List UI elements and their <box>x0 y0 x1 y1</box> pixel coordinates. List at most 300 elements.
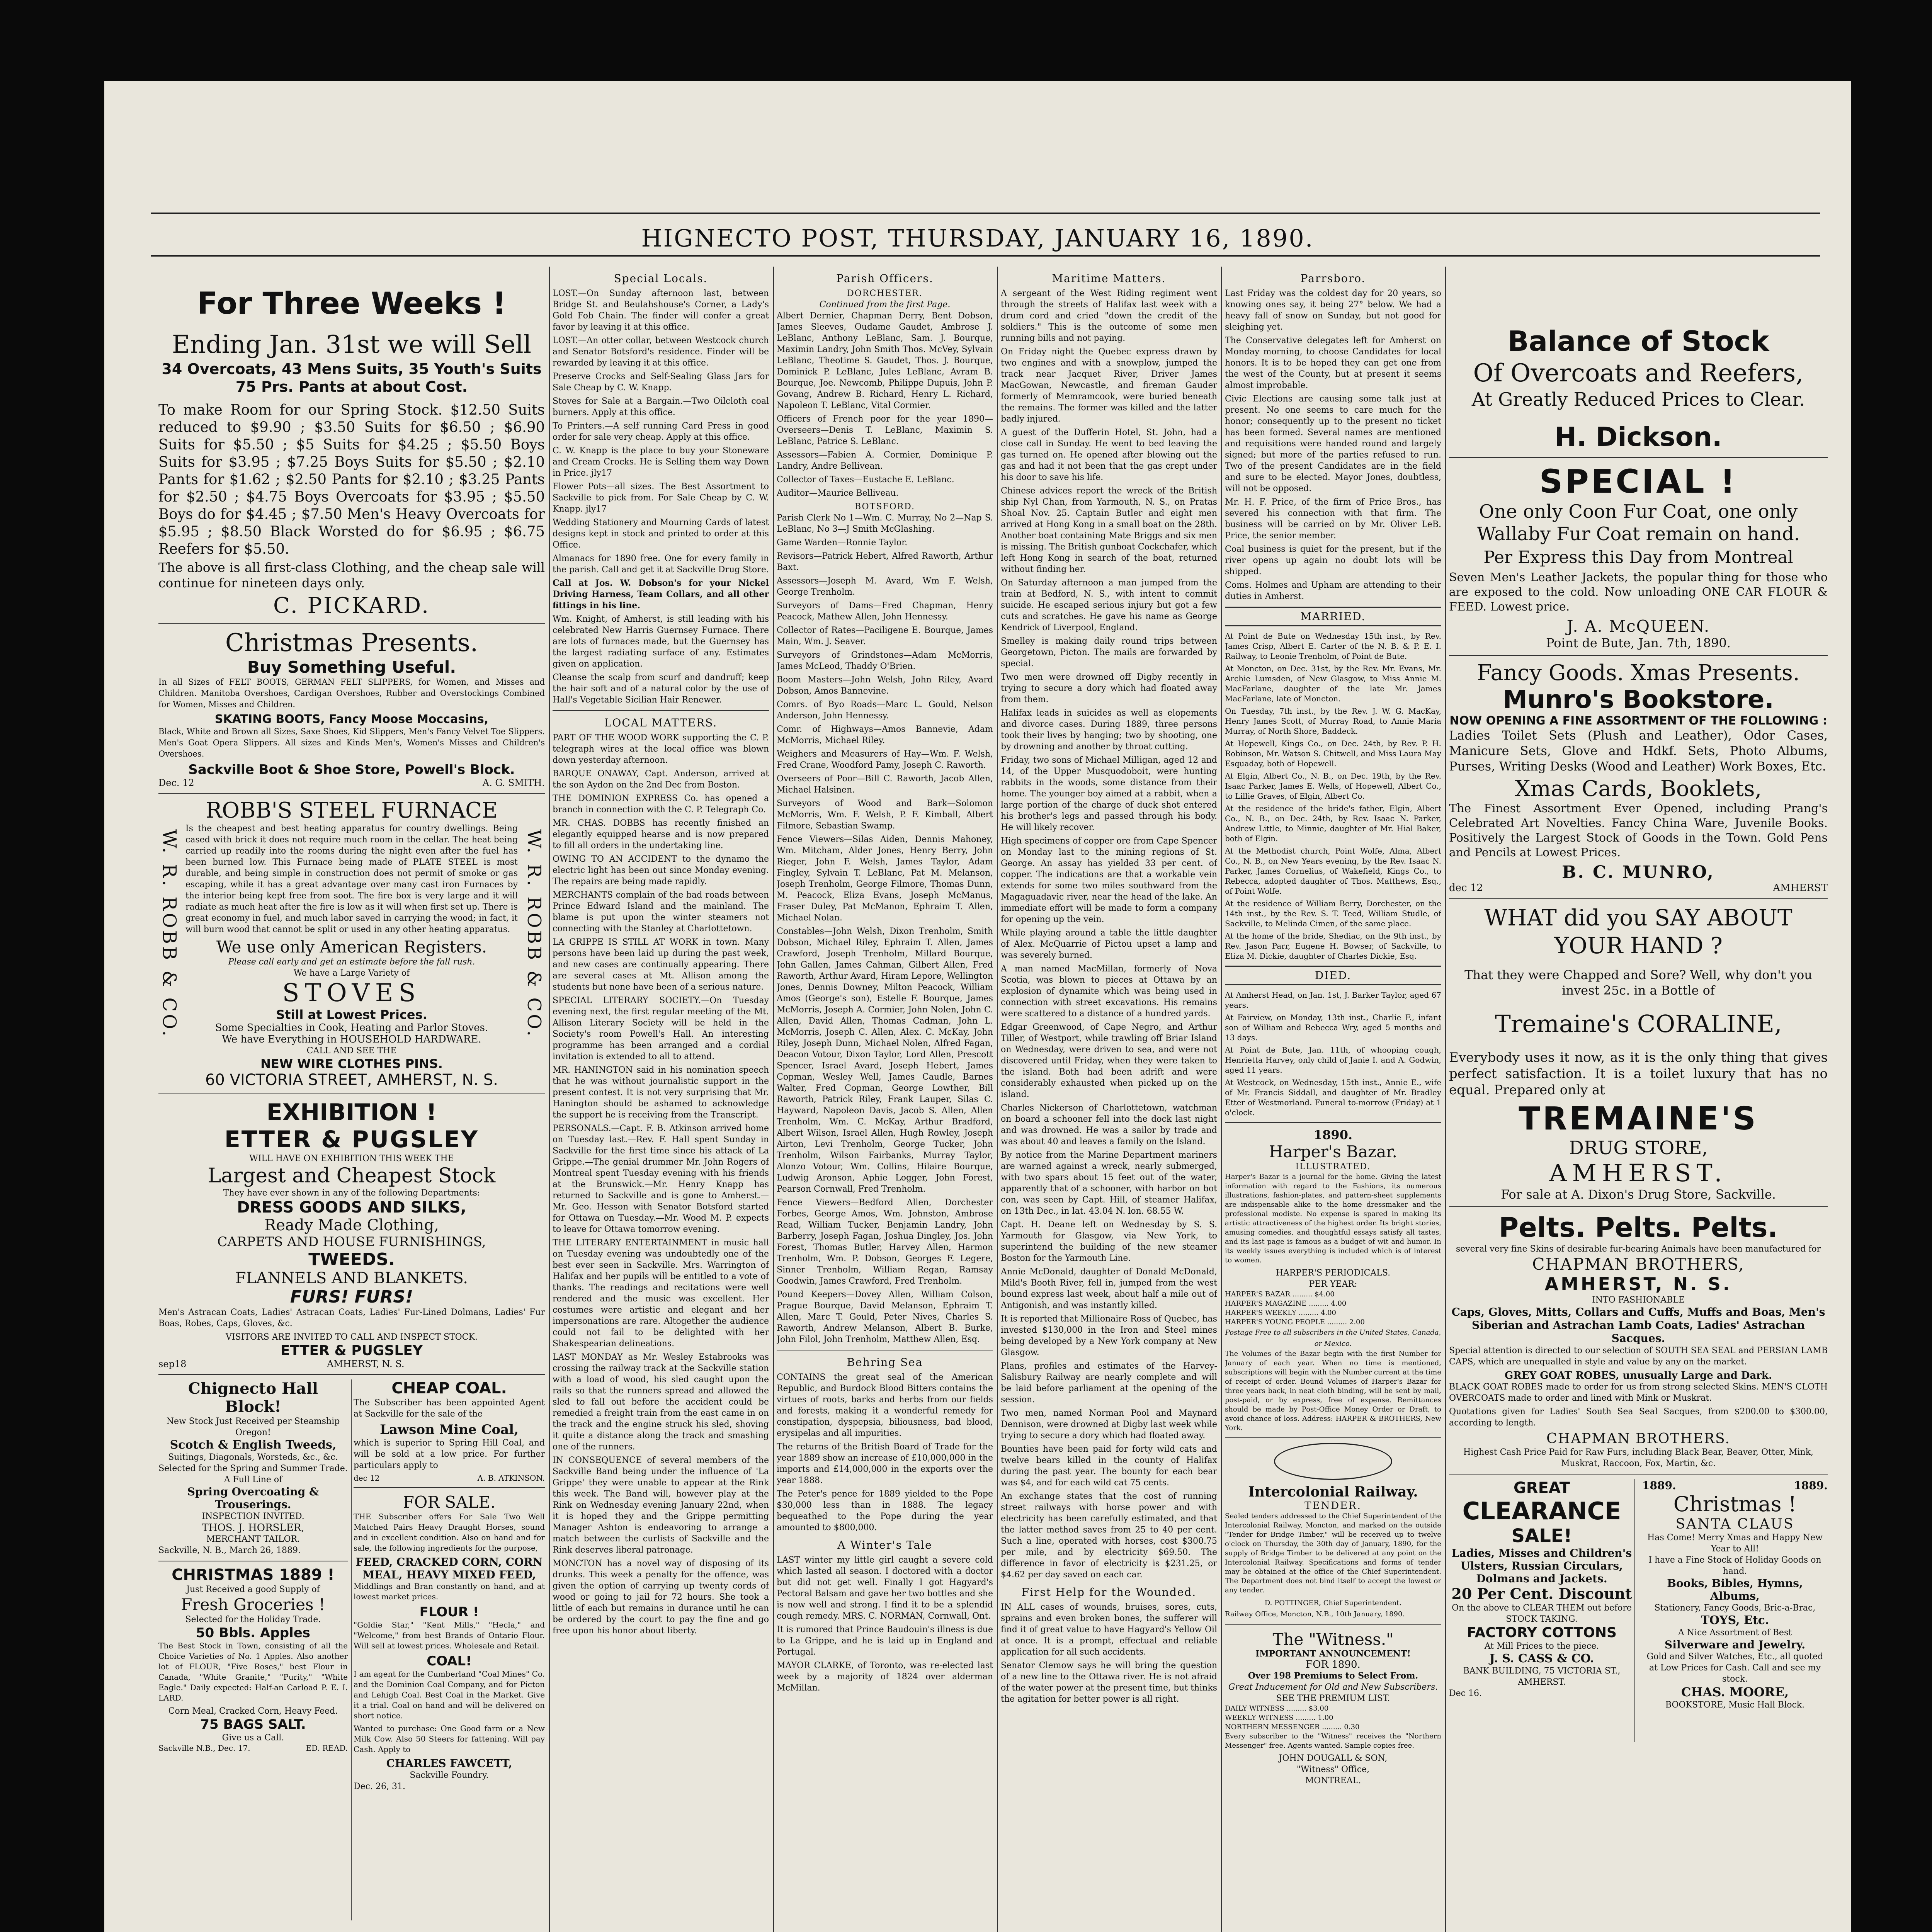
article-paragraph: An exchange states that the cost of running street railways with horse power and with electricity has been carefully estimated, and that the latter method saves from 25 to 40 per cent. Such a line, operated with horses, cost $300.75 per mile, and by electricity $69.50. The difference in favor of electricity is $231.25, or $4.62 per day saved on each car. <box>1001 1492 1217 1580</box>
notice: At Westcock, on Wednesday, 15th inst., Annie E., wife of Mr. Francis Siddall, and daughter of Mr. Bradley Etter of Westmorland. Funeral to-morrow (Friday) at 1 o'clock. <box>1225 1078 1441 1117</box>
article-paragraph: Constables—John Welsh, Dixon Trenholm, Smith Dobson, Michael Riley, Ephraim T. Allen, James Crawford, Joseph Trenholm, Millard Bourque, John Gallen, James Cahman, Gilbert Allen, Fred Raworth, Arthur Avard, Hiram Lepore, Wellington Jones, Dennis Downey, Milton Peacock, William Amos (George's son), Estelle F. Bourque, James McMorris, Joseph A. Cormier, John Nolen, John C. Allen, David Allen, Thomas Cadman, John L. McMorris, Joseph C. Allen, Alex. C. McKay, John Riley, Joseph Dunn, Michael Nolen, Alfred Fagan, Deacon Votour, Dixon Taylor, Lord Allen, Prescott Spencer, Israel Avard, Joseph Hebert, James Copman, Wesley Well, James Caudle, Barnes Walter, Fred Copman, George Lowther, Bill Raworth, Patrick Riley, Frank Lauper, Silas C. Hayward, Napoleon Davis, Jacob S. Allen, Allen Trenholm, Wm. C. McKay, Arthur Bradford, Albert Wilson, Israel Allen, Hugh Rowley, Joseph Airton, Levi Trenholm, George Tucker, John Trenholm, Wilson Fairbanks, Murray Taylor, Alonzo Votour, Wm. Collins, Hilaire Bourque, Ludwig Aronson, Aphie Logger, John Forest, Pearson Cornwall, Fred Trenholm. <box>777 927 993 1194</box>
advert-body: Seven Men's Leather Jackets, the popular thing for those who are exposed to the cold. Now unloading ONE CAR FLOUR & FEED. Lowest price. <box>1449 571 1828 614</box>
advert-line: Per Express this Day from Montreal <box>1483 548 1793 567</box>
advert-line: PER YEAR: <box>1309 1279 1357 1289</box>
advert-line: Caps, Gloves, Mitts, Collars and Cuffs, Muffs and Boas, Men's Siberian and Astrachan Lamb Coats, Ladies' Astrachan Sacques. <box>1451 1306 1825 1345</box>
article-paragraph: MONCTON has a novel way of disposing of its drunks. This week a penalty for the offence, was given the option of carrying up twenty cords of wood or going to jail for 72 hours. She took a little of each but remains in durance until he can be ordered by the court to pay the fine and go free upon his honor about liberty. <box>553 1559 769 1636</box>
advert-line: GREAT <box>1513 1479 1570 1497</box>
article-paragraph: Surveyors of Wood and Bark—Solomon McMorris, Wm. F. Welsh, P. F. Kimball, Albert Filmore, Sebastian Swamp. <box>777 799 993 831</box>
article-paragraph: OWING TO AN ACCIDENT to the dynamo the electric light has been out since Monday evening. The repairs are being made rapidly. <box>553 854 769 886</box>
advert-body: Harper's Bazar is a journal for the home. Giving the latest information with regard to the Fashions, its numerous illustrations, fashion-plates, and pattern-sheet supplements are indispensable alike to the home dressmaker and the professional modiste. No expense is spared in making its artistic attractiveness of the highest order. Its bright stories, amusing comedies, and thoughtful essays satisfy all tastes, and its last page is famous as a budget of wit and humor. In its weekly issues everything is included which is of interest to women. <box>1225 1173 1441 1264</box>
article-paragraph: On Friday night the Quebec express drawn by two engines and with a snowplow, jumped the track near Jacquet River, Driver James MacGowan, Newcastle, and fireman Gauder formerly of Memramcook, were buried beneath the remains. The former was killed and the latter badly injured. <box>1001 347 1217 424</box>
divider <box>1449 457 1828 458</box>
advert-line: A Nice Assortment of Best <box>1678 1628 1792 1638</box>
advert-town: AMHERST, N. S. <box>1544 1274 1732 1294</box>
article-paragraph: IN ALL cases of wounds, bruises, sores, cuts, sprains and even broken bones, the sufferer will find it of great value to have Hagyard's Yellow Oil at once. It is a prompt, effectual and reliable application for all such accidents. <box>1001 1602 1217 1657</box>
divider <box>158 1374 545 1375</box>
advert-signature: D. POTTINGER, Chief Superintendent. <box>1264 1599 1402 1607</box>
article-paragraph: By notice from the Marine Department mariners are warned against a wreck, nearly submerged, with two spars about 15 feet out of the water, apparently that of a schooner, with harbor on bot con, was seen by Capt. Hill, of steamer Halifax, on 13th Dec., in lat. 43.04 N. lon. 68.55 W. <box>1001 1150 1217 1216</box>
article-paragraph: C. W. Knapp is the place to buy your Stoneware and Cream Crocks. He is Selling them way Down in Price. jly17 <box>553 446 769 478</box>
notice: At the residence of the bride's father, Elgin, Albert Co., N. B., on Dec. 24th, by Rev. Isaac N. Parker, Andrew Little, to Minnie, daughter of Mr. Hial Baker, both of Elgin. <box>1225 804 1441 843</box>
advert-firm: CHAPMAN BROTHERS, <box>1532 1255 1745 1274</box>
advert-line: Largest and Cheapest Stock <box>207 1164 496 1187</box>
article-paragraph: Charles Nickerson of Charlottetown, watchman on board a schooner fell into the dock last night and was drowned. He was a sailor by trade and was about 40 and leaves a family on the Island. <box>1001 1103 1217 1146</box>
advert-line: Ready Made Clothing, <box>264 1216 439 1234</box>
article-paragraph: On Saturday afternoon a man jumped from the train at Bedford, N. S., with intent to commit suicide. He escaped serious injury but got a few cuts and scratches. He gave his name as George Kendrick of Liverpool, England. <box>1001 578 1217 633</box>
article-paragraph: Officers of French poor for the year 1890—Overseers—Denis T. LeBlanc, Maximin S. LeBlanc, Patrice S. LeBlanc. <box>777 414 993 446</box>
price-row: HARPER'S BAZAR ......... $4.00 <box>1225 1290 1335 1298</box>
divider <box>1449 1474 1828 1475</box>
article-paragraph: Weighers and Measurers of Hay—Wm. F. Welsh, Fred Crane, Woodford Pamy, Joseph C. Raworth. <box>777 749 993 770</box>
advert-headline: Christmas ! <box>1673 1492 1797 1516</box>
advert-line: Highest Cash Price Paid for Raw Furs, including Black Bear, Beaver, Otter, Mink, Muskrat, Raccoon, Fox, Martin, &c. <box>1463 1447 1814 1468</box>
article-paragraph: MR. HANINGTON said in his nomination speech that he was without journalistic support in the present contest. It is not very surprising that Mr. Hanington should be ashamed to acknowledge the support he is receiving from the Transcript. <box>553 1065 769 1120</box>
article-paragraph: IN CONSEQUENCE of several members of the Sackville Band being under the influence of 'La Grippe' they were unable to appear at the Rink this week. The Band will, however play at the Rink on Wednesday evening January 22nd, when it is hoped they and the Grippe permitting Manager Ashton is endeavoring to arrange a match between the curlists of Sackville and the Rink deserves liberal patronage. <box>553 1456 769 1555</box>
article-paragraph: THE DOMINION EXPRESS Co. has opened a branch in connection with the C. P. Telegraph Co. <box>553 794 769 815</box>
advert-line: INSPECTION INVITED. <box>202 1512 304 1521</box>
notice: At the home of the bride, Shediac, on the 9th inst., by Rev. Jason Parr, Eugene H. Bowser, of Sackville, to Eliza M. Dickie, daughter of Charles Dickie, Esq. <box>1225 931 1441 961</box>
advert-date: Sackville N.B., Dec. 17. <box>158 1743 250 1753</box>
advert-date: Dec 16. <box>1449 1689 1482 1698</box>
column-5 <box>1225 267 1441 1932</box>
article-paragraph: SPECIAL LITERARY SOCIETY.—On Tuesday evening next, the first regular meeting of the Mt. Allison Literary Society will be held in the Society's room Powell's Hall. An interesting programme has been arranged and a cordial invitation is extended to all to attend. <box>553 996 769 1061</box>
advert-year: 1889. <box>1794 1479 1828 1492</box>
article-paragraph: Wm. Knight, of Amherst, is still leading with his celebrated New Harris Guernsey Furnace. There are lots of furnaces made, but the Guernsey has the largest radiating surface of any. Estimates given on application. <box>553 614 769 669</box>
article-paragraph: Surveyors of Dams—Fred Chapman, Henry Peacock, Mathew Allen, John Hennessy. <box>777 601 993 622</box>
advert-line: COAL! <box>427 1653 472 1669</box>
article-paragraph: A sergeant of the West Riding regiment went through the streets of Halifax last week with a drum cord and cried "down the credit of the soldiers." This is the outcome of some men running bills and not paying. <box>1001 289 1217 343</box>
advert-body: Wanted to purchase: One Good farm or a New Milk Cow. Also 50 Steers for fattening. Will pay Cash. Apply to <box>354 1724 545 1754</box>
advert-line: NOW OPENING A FINE ASSORTMENT OF THE FOLLOWING : <box>1449 714 1827 728</box>
column-2 <box>553 267 769 1932</box>
advert-headline: Chignecto Hall Block! <box>188 1379 318 1416</box>
article-paragraph: Parish Clerk No 1—Wm. C. Murray, No 2—Nap S. LeBlanc, No 3—J Smith McGlashing. <box>777 513 993 534</box>
advert-signature: CHAPMAN BROTHERS. <box>1546 1431 1730 1447</box>
advert-line: We use only American Registers. <box>216 937 487 956</box>
section-heading: A Winter's Tale <box>837 1539 932 1551</box>
advert-signature: ETTER & PUGSLEY <box>281 1343 423 1359</box>
advert-headline: SPECIAL ! <box>1539 463 1738 500</box>
price-row: HARPER'S MAGAZINE ......... 4.00 <box>1225 1299 1347 1308</box>
divider <box>1449 898 1828 899</box>
advert-line: We have Everything in HOUSEHOLD HARDWARE. <box>222 1034 481 1045</box>
article-paragraph: Chinese advices report the wreck of the British ship Nyl Chan, from Yarmouth, N. S., on Pratas Shoal Nov. 25. Captain Butler and eight men arrived at Hong Kong in a small boat on the 28th. Another boat containing Mate Briggs and six men is missing. The British gunboat Cockchafer, which left Hong Kong in search of the boat, returned without finding her. <box>1001 486 1217 574</box>
article-paragraph: Albert Dernier, Chapman Derry, Bent Dobson, James Sleeves, Oudame Gaudet, Ambrose J. LeBlanc, Anthony LeBlanc, Sam. J. Bourque, Maximin Landry, John Smith Thos. McVey, Sylvain LeBlanc, Theotime S. Gaudet, Thos. J. Bourque, Dominick P. LeBlanc, Jules LeBlanc, Avram B. Bourque, Joe. Newcomb, Philippe Dupuis, John P. Govang, Andrew B. Richard, Henry L. Richard, Napoleon T. LeBlanc, Vital Cormier. <box>777 311 993 410</box>
advert-body: Special attention is directed to our selection of SOUTH SEA SEAL and PERSIAN LAMB CAPS, which are unequalled in style and value by any on the market. <box>1449 1346 1828 1367</box>
article-paragraph: LOST.—An otter collar, between Westcock church and Senator Botsford's residence. Finder will be rewarded by leaving it at this office. <box>553 336 769 368</box>
advert-smith <box>158 628 545 788</box>
advert-signature: J. S. CASS & CO. <box>1489 1652 1594 1665</box>
article-paragraph: Bounties have been paid for forty wild cats and twelve bears killed in the county of Halifax during the past year. The bounty for each bear was $4, and for each wild cat 75 cents. <box>1001 1444 1217 1488</box>
advert-line: They have ever shown in any of the following Departments: <box>223 1188 480 1198</box>
section-heading: Special Locals. <box>614 272 708 285</box>
advert-headline: Christmas Presents. <box>225 629 478 657</box>
article-paragraph: Mr. H. F. Price, of the firm of Price Bros., has severed his connection with that firm. The business will be carried on by Mr. Oliver LeB. Price, the senior member. <box>1225 497 1441 541</box>
advert-address: 60 VICTORIA STREET, AMHERST, N. S. <box>205 1071 498 1089</box>
article-paragraph: A man named MacMillan, formerly of Nova Scotia, was blown to pieces at Ottawa by an explosion of dynamite which was being used in connection with street excavations. His remains were scattered to a distance of a hundred yards. <box>1001 964 1217 1019</box>
advert-line: Lawson Mine Coal, <box>380 1422 519 1437</box>
section-heading: LOCAL MATTERS. <box>604 716 718 729</box>
advert-line: FLOUR ! <box>419 1604 479 1620</box>
advert-body: Middlings and Bran constantly on hand, and at lowest market prices. <box>354 1582 545 1601</box>
advert-line: Over 198 Premiums to Select From. <box>1248 1671 1418 1681</box>
column-1 <box>158 267 545 1932</box>
advert-line: MONTREAL. <box>1305 1776 1361 1786</box>
article-paragraph: Two men were drowned off Digby recently in trying to secure a dory which had floated away from them. <box>1001 672 1217 704</box>
advert-headline: Balance of Stock <box>1507 325 1769 357</box>
divider <box>158 793 545 794</box>
notice: At Fairview, on Monday, 13th inst., Charlie F., infant son of William and Rebecca Wry, aged 5 months and 13 days. <box>1225 1013 1441 1042</box>
article-paragraph: PERSONALS.—Capt. F. B. Atkinson arrived home on Tuesday last.—Rev. F. Hall spent Sunday in Sackville for the first time since his attack of La Grippe.—The genial drummer Mr. John Rogers of Montreal spent Tuesday evening with his friends at the Brunswick.—Mr. Henry Knapp has returned to Sackville and is gone to Amherst.—Mr. Geo. Hesson with Senator Botsford started for Ottawa on Tuesday.—Mr. Wood M. P. expects to leave for Ottawa tomorrow evening. <box>553 1124 769 1234</box>
article-paragraph: MAYOR CLARKE, of Toronto, was re-elected last week by a majority of 1824 over alderman McMillan. <box>777 1661 993 1693</box>
advert-signature: C. PICKARD. <box>273 593 430 618</box>
advert-line: At Mill Prices to the piece. <box>1484 1641 1599 1651</box>
article-paragraph: Senator Clemow says he will bring the question of a new line to the Ottawa river. He is not afraid of the water power at the present time, but thinks the agitation for better power is all right. <box>1001 1661 1217 1704</box>
article-paragraph: CONTAINS the great seal of the American Republic, and Burdock Blood Bitters contains the virtues of roots, barks and herbs from our fields and forests, making it a wonderful remedy for constipation, dyspepsia, biliousness, bad blood, erysipelas and all impurities. <box>777 1372 993 1438</box>
advert-line: Gold and Silver Watches, Etc., all quoted at Low Prices for Cash. Call and see my stock. <box>1646 1652 1823 1684</box>
article-paragraph: While playing around a table the little daughter of Alex. McQuarrie of Pictou upset a lamp and was severely burned. <box>1001 928 1217 960</box>
article-paragraph: Auditor—Maurice Belliveau. <box>777 488 899 498</box>
article-paragraph: Fence Viewers—Silas Aiden, Dennis Mahoney, Wm. Mitcham, Alder Jones, Henry Berry, John Rieger, John F. Welsh, James Taylor, Adam Fingley, Sylvain T. LeBlanc, Pat M. Melanson, Joseph Trenholm, George Filmore, Thomas Dunn, M. Peacock, Eliza Evans, Joseph McManus, Fraser Duley, Pat McManon, Ephraim T. Allen, Michael Nolan. <box>777 835 993 923</box>
married-heading: MARRIED. <box>1225 607 1441 626</box>
advert-line: On the above to CLEAR THEM out before STOCK TAKING. <box>1452 1603 1632 1624</box>
advert-line: HARPER'S PERIODICALS. <box>1276 1268 1391 1278</box>
advert-body: Quotations given for Ladies' South Sea Seal Sacques, from $200.00 to $300.00, according to length. <box>1449 1407 1828 1428</box>
advert-line: TENDER. <box>1304 1500 1362 1512</box>
article-paragraph: Collector of Rates—Paciligene E. Bourque, James Main, Wm. J. Seaver. <box>777 626 993 646</box>
article-paragraph: Smelley is making daily round trips between Georgetown, Picton. The mails are forwarded by special. <box>1001 636 1217 668</box>
article-paragraph: Last Friday was the coldest day for 20 years, so knowing ones say, it being 27° below. We had a heavy fall of snow on Sunday, but not good for sleighing yet. <box>1225 289 1441 332</box>
advert-line: For sale at A. Dixon's Drug Store, Sackville. <box>1501 1187 1776 1202</box>
subheading: DORCHESTER. <box>847 289 923 298</box>
article-paragraph: To Printers.—A self running Card Press in good order for sale very cheap. Apply at this office. <box>553 421 769 442</box>
article-paragraph: LOST.—On Sunday afternoon last, between Bridge St. and Beulahshouse's Corner, a Lady's Gold Fob Chain. The finder will confer a great favor by leaving it at this office. <box>553 289 769 332</box>
advert-line: Great Inducement for Old and New Subscribers. <box>1228 1682 1438 1692</box>
advert-line: SALE! <box>1511 1525 1572 1547</box>
advert-store: TREMAINE'S <box>1519 1100 1758 1137</box>
notice: At the Methodist church, Point Wolfe, Alma, Albert Co., N. B., on New Years evening, by the Rev. Isaac N. Parker, James Cornelius, of Wakefield, Kings Co., to Rebecca, adopted daughter of Thos. Matthews, Esq., of Point Wolfe. <box>1225 846 1441 896</box>
newspaper-page <box>104 81 1851 1932</box>
advert-town: AMHERST. <box>1549 1159 1728 1187</box>
advert-line: VISITORS ARE INVITED TO CALL AND INSPECT STOCK. <box>226 1332 478 1342</box>
advert-firm: ETTER & PUGSLEY <box>224 1126 479 1153</box>
advert-etter-pugsley <box>158 1099 545 1369</box>
article-paragraph: Surveyors of Grindstones—Adam McMorris, James McLeod, Thaddy O'Brien. <box>777 650 993 671</box>
column-rule <box>773 267 774 1932</box>
advert-line: Spring Overcoating & Trouserings. <box>187 1485 319 1511</box>
advert-body: The Finest Assortment Ever Opened, including Prang's Celebrated Art Novelties. Fancy China Ware, Juvenile Books. Positively the Largest Stock of Goods in the Town. Gold Pens and Pencils at Lowest Prices. <box>1449 802 1828 859</box>
advert-line: SEE THE PREMIUM LIST. <box>1276 1694 1390 1703</box>
price-row: DAILY WITNESS ......... $3.00 <box>1225 1704 1329 1713</box>
advert-headline: The "Witness." <box>1272 1630 1394 1649</box>
price-row: NORTHERN MESSENGER ......... 0.30 <box>1225 1723 1360 1731</box>
section-heading: Parrsboro. <box>1300 272 1366 285</box>
advert-note: The above is all first-class Clothing, and the cheap sale will continue for nineteen days only. <box>158 560 545 590</box>
advert-line: TOYS, Etc. <box>1701 1614 1769 1627</box>
advert-line: Xmas Cards, Booklets, <box>1515 776 1762 801</box>
advert-body: Sealed tenders addressed to the Chief Superintendent of the Intercolonial Railway, Moncton, and marked on the outside "Tender for Bridge Timber," will be received up to twelve o'clock on Thursday, the 30th day of January, 1890, for the supply of Bridge Timber to be delivered at any point on the Intercolonial Railway. Specifications and forms of tender may be obtained at the office of the Chief Superintendent. The Department does not bind itself to accept the lowest or any tender. <box>1225 1512 1441 1594</box>
advert-date: Sackville, N. B., March 26, 1889. <box>158 1546 301 1555</box>
advert-line: Sackville Foundry. <box>410 1770 489 1780</box>
article-paragraph: Revisors—Patrick Hebert, Alfred Raworth, Arthur Baxt. <box>777 551 993 572</box>
subheading: Continued from the first Page. <box>819 300 951 310</box>
notice: On Tuesday, 7th inst., by the Rev. J. W. G. MacKay, Henry James Scott, of Murray Road, to Annie Maria Murray, of North Shore, Baddeck. <box>1225 706 1441 736</box>
advert-headline: Harper's Bazar. <box>1269 1142 1397 1161</box>
advert-signature: B. C. MUNRO, <box>1562 862 1715 882</box>
article-paragraph: Cleanse the scalp from scurf and dandruff; keep the hair soft and of a natural color by the use of Hall's Vegetable Sicilian Hair Renewer. <box>553 673 769 705</box>
advert-body: To make Room for our Spring Stock. $12.50 Suits reduced to $9.90 ; $3.50 Suits for $6.50 ; $6.90 Suits for $5.50 ; $5 Suits for $4.25 ; $5.50 Boys Suits for $3.95 ; $7.25 Boys Suits for $5.50 ; $2.10 Pants for $1.62 ; $2.50 Pants for $2.10 ; $3.25 Pants for $2.50 ; $4.75 Boys Overcoats for $3.95 ; $5.50 Boys do for $4.45 ; $7.50 Men's Heavy Overcoats for $5.95 ; $8.50 Black Worsted do for $6.95 ; $6.75 Reefers for $5.50. <box>158 401 545 557</box>
article-paragraph: Wedding Stationery and Mourning Cards of latest designs kept in stock and printed to order at this Office. <box>553 518 769 550</box>
advert-line: DRESS GOODS AND SILKS, <box>237 1199 466 1216</box>
advert-line: Postage Free to all subscribers in the United States, Canada, or Mexico. <box>1225 1328 1441 1348</box>
advert-headline: CHEAP COAL. <box>391 1379 507 1397</box>
column-rule <box>1445 267 1446 1932</box>
article-paragraph: The returns of the British Board of Trade for the year 1889 show an increase of £10,000,000 in the imports and £14,000,000 in the exports over the year 1888. <box>777 1442 993 1485</box>
advert-body: The Best Stock in Town, consisting of all the Choice Varieties of No. 1 Apples. Also another lot of FLOUR, "Five Roses," best Flour in Canada, "White Granite," "Purity," "White Eagle." Daily expected: Half-an Carload P. E. I. LARD. <box>158 1641 348 1702</box>
column-4 <box>1001 267 1217 1932</box>
advert-year: 1889. <box>1642 1479 1676 1492</box>
vertical-firm-name-left: W. R. ROBB & CO. <box>158 829 180 1039</box>
advert-signature: H. Dickson. <box>1554 422 1722 452</box>
advert-body: Every subscriber to the "Witness" receives the "Northern Messenger" free. Agents wanted. Sample copies free. <box>1225 1732 1441 1750</box>
advert-date: dec 12 <box>354 1473 380 1483</box>
column-rule <box>997 267 998 1932</box>
advert-line: Still at Lowest Prices. <box>276 1007 427 1022</box>
article-paragraph: Overseers of Poor—Bill C. Raworth, Jacob Allen, Michael Halsinen. <box>777 774 993 795</box>
advert-headline: Fancy Goods. Xmas Presents. <box>1477 660 1800 685</box>
advert-line: ILLUSTRATED. <box>1295 1162 1371 1172</box>
advert-line: New Stock Just Received per Steamship Oregon! <box>166 1417 340 1437</box>
died-heading: DIED. <box>1225 966 1441 985</box>
divider <box>1225 1122 1441 1123</box>
advert-headline: Intercolonial Railway. <box>1248 1484 1418 1500</box>
section-heading: Maritime Matters. <box>1052 272 1166 285</box>
advert-line: SANTA CLAUS <box>1675 1516 1794 1532</box>
advert-line: FLANNELS AND BLANKETS. <box>235 1269 468 1287</box>
advert-line: I have a Fine Stock of Holiday Goods on hand. <box>1648 1555 1821 1576</box>
advert-line: FOR 1890. <box>1306 1659 1361 1670</box>
advert-body: BLACK GOAT ROBES made to order for us from strong selected Skins. MEN'S CLOTH OVERCOATS made to order and lined with Mink or Muskrat. <box>1449 1382 1828 1403</box>
price-row: HARPER'S WEEKLY ......... 4.00 <box>1225 1309 1336 1317</box>
article-paragraph: Halifax leads in suicides as well as elopements and divorce cases. During 1889, three persons took their lives by hanging; two by shooting, one by drowning and another by throat cutting. <box>1001 708 1217 752</box>
section-heading: First Help for the Wounded. <box>1021 1586 1197 1599</box>
lower-adverts <box>1449 1479 1828 1742</box>
column-rule <box>549 267 550 1932</box>
article-paragraph: MERCHANTS complain of the bad roads between Prince Edward Island and the mainland. The blame is put upon the winter steamers not connecting with the Stanley at Charlottetown. <box>553 890 769 934</box>
divider <box>1225 1624 1441 1625</box>
advert-headline: FOR SALE. <box>403 1493 496 1512</box>
section-heading: Behring Sea <box>847 1356 923 1369</box>
advert-line: WILL HAVE ON EXHIBITION THIS WEEK THE <box>249 1154 454 1163</box>
article-paragraph: It is reported that Millionaire Ross of Quebec, has invested $130,000 in the Iron and Steel mines being developed by a New York company at New Glasgow. <box>1001 1314 1217 1357</box>
advert-body: The Volumes of the Bazar begin with the first Number for January of each year. When no time is mentioned, subscriptions will begin with the Number current at the time of receipt of order. Bound Volumes of Harper's Bazar for three years back, in neat cloth binding, will be sent by mail, post-paid, or by express, free of expense. Remittances should be made by Post-Office Money Order or Draft, to avoid chance of loss. Address: HARPER & BROTHERS, New York. <box>1225 1350 1441 1432</box>
price-row: HARPER'S YOUNG PEOPLE ......... 2.00 <box>1225 1318 1365 1326</box>
advert-line: Just Received a good Supply of <box>186 1585 320 1594</box>
advert-signature: A. G. SMITH. <box>482 777 545 788</box>
advert-line: IMPORTANT ANNOUNCEMENT! <box>1255 1649 1411 1659</box>
article-paragraph: BARQUE ONAWAY, Capt. Anderson, arrived at the son Aydon on the 2nd Dec from Boston. <box>553 769 769 790</box>
article-paragraph: LA GRIPPE IS STILL AT WORK in town. Many persons have been laid up during the past week, and new cases are continually appearing. There are several cases at Mt. Allison among the students but none have been of a serious nature. <box>553 937 769 992</box>
article-paragraph: Comrs. of Byo Roads—Marc L. Gould, Nelson Anderson, John Hennessy. <box>777 700 993 721</box>
divider <box>553 710 769 711</box>
subheading: BOTSFORD. <box>854 502 915 512</box>
advert-line: 34 Overcoats, 43 Mens Suits, 35 Youth's Suits <box>162 361 542 378</box>
advert-town: AMHERST <box>1773 882 1828 894</box>
article-paragraph: Stoves for Sale at a Bargain.—Two Oilcloth coal burners. Apply at this office. <box>553 396 769 417</box>
advert-headline: EXHIBITION ! <box>266 1099 437 1126</box>
article-paragraph: Friday, two sons of Michael Milligan, aged 12 and 14, of the Upper Musquodoboit, were hunting rabbits in the woods, some distance from their home. The younger boy aimed at a rabbit, when a large portion of the charge of duck shot entered his brother's legs and passed through his body. He will likely recover. <box>1001 755 1217 832</box>
advert-pickard <box>158 286 545 618</box>
article-paragraph: Coal business is quiet for the present, but if the river opens up again no doubt lots will be shipped. <box>1225 544 1441 577</box>
advert-subheadline: Buy Something Useful. <box>247 658 456 677</box>
advert-line: We have a Large Variety of <box>293 968 410 978</box>
advert-line: several very fine Skins of desirable fur-bearing Animals have been manufactured for <box>1456 1244 1821 1254</box>
advert-line: Suitings, Diagonals, Worsteds, &c., &c. Selected for the Spring and Summer Trade. A Full Line of <box>158 1452 348 1485</box>
lower-right-adverts <box>354 1379 545 1920</box>
divider <box>158 623 545 624</box>
article-paragraph: Plans, profiles and estimates of the Harvey-Salisbury Railway are nearly complete and will be laid before parliament at the opening of the session. <box>1001 1361 1217 1405</box>
advert-body: I am agent for the Cumberland "Coal Mines" Co. and the Dominion Coal Company, and for Picton and Lehigh Coal. Best Coal in the Market. Give it a trial. Coal on hand and will be delivered on short notice. <box>354 1669 545 1720</box>
advert-line: DRUG STORE, <box>1569 1137 1708 1159</box>
notice: At Amherst Head, on Jan. 1st, J. Barker Taylor, aged 67 years. <box>1225 990 1441 1010</box>
advert-line: 20 Per Cent. Discount <box>1451 1585 1632 1602</box>
article-paragraph: Game Warden—Ronnie Taylor. <box>777 538 908 548</box>
article-paragraph: Two men, named Norman Pool and Maynard Dennison, were drowned at Digby last week while trying to secure a dory which had floated away. <box>1001 1408 1217 1440</box>
advert-date: dec 12 <box>1449 882 1483 894</box>
advert-headline: CLEARANCE <box>1462 1497 1621 1525</box>
advert-line: Has Come! Merry Xmas and Happy New Year to All! <box>1647 1533 1823 1554</box>
article-paragraph: Almanacs for 1890 free. One for every family in the parish. Call and get it at Sackville Drug Store. <box>553 554 769 575</box>
divider <box>1449 1206 1828 1207</box>
advert-body: which is superior to Spring Hill Coal, and will be sold at a low price. For further particulars apply to <box>354 1438 545 1470</box>
article-paragraph: Boom Masters—John Welsh, John Riley, Avard Dobson, Amos Bannevine. <box>777 675 993 696</box>
advert-body: "Goldie Star," "Kent Mills," "Hecla," and "Welcome," from best Brands of Ontario Flour. Will sell at lowest prices. Wholesale and Retail. <box>354 1620 545 1650</box>
column-6 <box>1449 267 1828 1932</box>
advert-town: AMHERST, N. S. <box>327 1359 405 1369</box>
advert-line: INTO FASHIONABLE <box>1592 1295 1685 1305</box>
lower-adverts <box>158 1379 545 1920</box>
advert-line: CARPETS AND HOUSE FURNISHINGS, <box>217 1234 486 1250</box>
notice: At the residence of William Berry, Dorchester, on the 14th inst., by the Rev. S. T. Teed, William Studle, of Sackville, to Melinda Cimen, of the same place. <box>1225 899 1441 928</box>
article-paragraph: Pound Keepers—Dovey Allen, William Colson, Prague Bourque, David Melanson, Ephraim T. Allen, Marc T. Gould, Peter Nives, Charles S. Raworth, Andrew Melanson, Albert B. Burke, John Filol, John Trenholm, Matthew Allen, Esq. <box>777 1290 993 1344</box>
advert-line: Selected for the Holiday Trade. <box>185 1615 321 1624</box>
article-paragraph: High specimens of copper ore from Cape Spencer on Monday last to the mining regions of St. George. An assay has yielded 33 per cent. of copper. The indications are that a workable vein extends for some two miles southward from the Magaguadavic river, near the head of the lake. An immediate effort will be made to form a company for opening up the vein. <box>1001 836 1217 924</box>
notice: At Point de Bute, Jan. 11th, of whooping cough, Henrietta Harvey, only child of Janie I. and A. Godwin, aged 11 years. <box>1225 1045 1441 1075</box>
advert-subheadline: Ending Jan. 31st we will Sell <box>172 330 532 359</box>
top-rule <box>151 213 1820 214</box>
advert-cass <box>1449 1479 1635 1742</box>
advert-line: FEED, CRACKED CORN, CORN MEAL, HEAVY MIXED FEED, <box>355 1556 543 1581</box>
article-paragraph: Coms. Holmes and Upham are attending to their duties in Amherst. <box>1225 580 1441 601</box>
article-paragraph: Collector of Taxes—Eustache E. LeBlanc. <box>777 475 954 485</box>
advert-date: Point de Bute, Jan. 7th, 1890. <box>1546 636 1731 650</box>
advert-signature: ED. READ. <box>306 1743 348 1753</box>
article-paragraph: Annie McDonald, daughter of Donald McDonald, Mild's Booth River, fell in, jumped from the west bound express last week, about half a mile out of Antigonish, and was instantly killed. <box>1001 1267 1217 1310</box>
advert-line: "Witness" Office, <box>1296 1765 1370 1774</box>
advert-line: NEW WIRE CLOTHES PINS. <box>260 1056 443 1071</box>
advert-headline: WHAT did you SAY ABOUT YOUR HAND ? <box>1484 905 1793 959</box>
vertical-firm-name-right: W. R. ROBB & CO. <box>523 829 545 1039</box>
article-paragraph: Flower Pots—all sizes. The Best Assortment to Sackville to pick from. For Sale Cheap by C. W. Knapp. jly17 <box>553 482 769 514</box>
advert-line: Corn Meal, Cracked Corn, Heavy Feed. <box>168 1706 338 1716</box>
section-heading: Parish Officers. <box>836 272 934 285</box>
advert-line: FURS! FURS! <box>290 1287 413 1307</box>
advert-signature: A. B. ATKINSON. <box>477 1473 545 1483</box>
price-row: WEEKLY WITNESS ......... 1.00 <box>1225 1714 1333 1722</box>
article-paragraph: Call at Jos. W. Dobson's for your Nickel Driving Harness, Team Collars, and all other fittings in his line. <box>553 578 769 611</box>
advert-line: 75 Prs. Pants at about Cost. <box>235 378 468 395</box>
advert-headline: Pelts. Pelts. Pelts. <box>1498 1212 1778 1243</box>
advert-line: Scotch & English Tweeds, <box>170 1438 337 1452</box>
advert-line: That they were Chapped and Sore? Well, why don't you invest 25c. in a Bottle of <box>1464 968 1812 998</box>
advert-line: CALL AND SEE THE <box>306 1046 397 1056</box>
advert-line: Please call early and get an estimate before the fall rush. <box>228 957 475 967</box>
advert-body: Ladies Toilet Sets (Plush and Leather), Odor Cases, Manicure Sets, Glove and Hdkf. Sets, Photo Albums, Purses, Writing Desks (Wood and Leather) Work Boxes, Etc. <box>1449 728 1828 774</box>
article-paragraph: Assessors—Joseph M. Avard, Wm F. Welsh, George Trenholm. <box>777 576 993 597</box>
advert-body: Men's Astracan Coats, Ladies' Astracan Coats, Ladies' Fur-Lined Dolmans, Ladies' Fur Boas, Robes, Caps, Gloves, &c. <box>158 1308 545 1328</box>
advert-year: 1890. <box>1313 1128 1353 1142</box>
notice: At Hopewell, Kings Co., on Dec. 24th, by Rev. P. H. Robinson, Mr. Watson S. Chitwell, and Miss Laura May Esquaday, both of Hopewell. <box>1225 739 1441 768</box>
advert-line: GREY GOAT ROBES, unusually Large and Dark. <box>1505 1370 1772 1381</box>
advert-line: 75 BAGS SALT. <box>200 1717 306 1732</box>
column-3 <box>777 267 993 1932</box>
advert-line: FACTORY COTTONS <box>1467 1625 1617 1641</box>
advert-store: Sackville Boot & Shoe Store, Powell's Block. <box>188 762 515 777</box>
advert-line: MERCHANT TAILOR. <box>206 1534 300 1544</box>
article-paragraph: Assessors—Fabien A. Cormier, Dominique P. Landry, Andre Bellivean. <box>777 450 993 471</box>
article-paragraph: It is rumored that Prince Baudouin's illness is due to La Grippe, and he is laid up in England and Portugal. <box>777 1625 993 1657</box>
divider <box>354 1487 545 1488</box>
advert-store: Munro's Bookstore. <box>1503 685 1774 714</box>
article-paragraph: LAST MONDAY as Mr. Wesley Estabrooks was crossing the railway track at the Sackville station with a load of wood, his sled caught upon the rails so that the runners spread and allowed the sled to fall out before the accident could be remedied a freight train from the east came in on the track and the engine struck his sled, shoving it quite a distance along the track and smashing one of the runners. <box>553 1352 769 1452</box>
notice: At Elgin, Albert Co., N. B., on Dec. 19th, by the Rev. Isaac Parker, James E. Wells, of Hopewell, Albert Co., to Lillie Graves, of Elgin, Albert Co. <box>1225 771 1441 801</box>
advert-body: THE Subscriber offers For Sale Two Well Matched Pairs Heavy Draught Horses, sound and in excellent condition. Also on hand and for sale, the following ingredients for the purpose, <box>354 1512 545 1553</box>
advert-line: 50 Bbls. Apples <box>196 1625 310 1641</box>
advert-line: TWEEDS. <box>308 1250 395 1269</box>
article-paragraph: Civic Elections are causing some talk just at present. No one seems to care much for the honor; consequently up to the present no ticket has been formed. Several names are mentioned and requisitions were handed round and largely signed; but more of the parties refused to run. Two of the present Candidates are in the field and sure to be elected. Mayor Jones, doubtless, will not be opposed. <box>1225 394 1441 493</box>
notice: At Moncton, on Dec. 31st, by the Rev. Mr. Evans, Mr. Archie Lumsden, of New Glasgow, to Miss Annie M. MacFarlane, daughter of the late Mr. James MacFarlane, late of Moncton. <box>1225 664 1441 703</box>
advert-signature: CHAS. MOORE, <box>1681 1685 1789 1699</box>
advert-line: At Greatly Reduced Prices to Clear. <box>1471 389 1805 410</box>
advert-headline: CHRISTMAS 1889 ! <box>172 1566 335 1584</box>
locomotive-engraving <box>1274 1443 1392 1480</box>
advert-body: Everybody uses it now, as it is the only thing that gives perfect satisfaction. It is a toilet luxury that has no equal. Prepared only at <box>1449 1050 1828 1098</box>
divider <box>1449 655 1828 656</box>
advert-signature: JOHN DOUGALL & SON, <box>1279 1753 1388 1763</box>
advert-headline: ROBB'S STEEL FURNACE <box>206 798 498 823</box>
article-paragraph: THE LITERARY ENTERTAINMENT in music hall on Tuesday evening was undoubtedly one of the best ever seen in Sackville. Mrs. Warrington of Halifax and her pupils will be entitled to a vote of thanks. The readings and recitations were well rendered and the music was excellent. Her costumes were artistic and elegant and her impersonations are rare. Altogether the audience could not fail to be delighted with her Shakespearian delineations. <box>553 1238 769 1349</box>
advert-date: Railway Office, Moncton, N.B., 10th January, 1890. <box>1225 1610 1405 1618</box>
masthead: HIGNECTO POST, THURSDAY, JANUARY 16, 1890. <box>641 224 1314 252</box>
advert-product: Tremaine's CORALINE, <box>1495 1010 1782 1038</box>
article-paragraph: PART OF THE WOOD WORK supporting the C. P. telegraph wires at the local office was blown down yesterday afternoon. <box>553 733 769 765</box>
advert-date: Dec. 12 <box>158 777 194 788</box>
advert-body: In all Sizes of FELT BOOTS, GERMAN FELT SLIPPERS, for Women, and Misses and Children. Manitoba Overshoes, Cardigan Overshoes, Rubber and Overstockings Combined for Women, Misses and Children. <box>158 677 545 709</box>
advert-body: The Subscriber has been appointed Agent at Sackville for the sale of the <box>354 1398 545 1419</box>
masthead-rule <box>151 255 1820 257</box>
article-paragraph: MR. CHAS. DOBBS has recently finished an elegantly equipped hearse and is now prepared to fill all orders in the undertaking line. <box>553 818 769 850</box>
advert-line: Give us a Call. <box>222 1733 284 1743</box>
article-paragraph: The Peter's pence for 1889 yielded to the Pope $30,000 less than in 1888. The legacy bequeathed to the Pope during the year amounted to $800,000. <box>777 1489 993 1532</box>
advert-headline: For Three Weeks ! <box>197 286 506 321</box>
article-paragraph: Edgar Greenwood, of Cape Negro, and Arthur Tiller, of Westport, while trawling off Briar Island on Wednesday, were driven to sea, and were not discovered until Friday, when they were taken to the island. Both had been adrift and were considerably exhausted when picked up on the island. <box>1001 1022 1217 1099</box>
advert-body: Black, White and Brown all Sizes, Saxe Shoes, Kid Slippers, Men's Fancy Velvet Toe Slippers. Men's Goat Opera Slippers. All sizes and Kinds Men's, Women's Misses and Children's Overshoes. <box>158 727 545 759</box>
advert-body: Is the cheapest and best heating apparatus for country dwellings. Being cased with brick it does not require much room in the cellar. The heat being carried up readily into the rooms during the night even after the fuel has been burned low. This Furnace being made of PLATE STEEL is most durable, and being simple in construction does not permit of smoke or gas escaping, while it has a great advantage over many cast iron Furnaces by the interior being kept free from soot. The fire box is very large and it will radiate as much heat after the fire is low as it will when first set up. There is great economy in fuel, and much labor saved in carrying the wood; in fact, it will burn wood that cannot be split or used in any other heating apparatus. <box>185 824 518 934</box>
advert-signature: THOS. J. HORSLER, <box>202 1522 304 1534</box>
article-paragraph: The Conservative delegates left for Amherst on Monday morning, to choose Candidates for local honors. It is to be hoped they can get one from the west of the County, but at present it seems almost improbable. <box>1225 336 1441 390</box>
advert-robb <box>158 798 545 1089</box>
advert-line: BANK BUILDING, 75 VICTORIA ST., AMHERST. <box>1463 1666 1621 1687</box>
